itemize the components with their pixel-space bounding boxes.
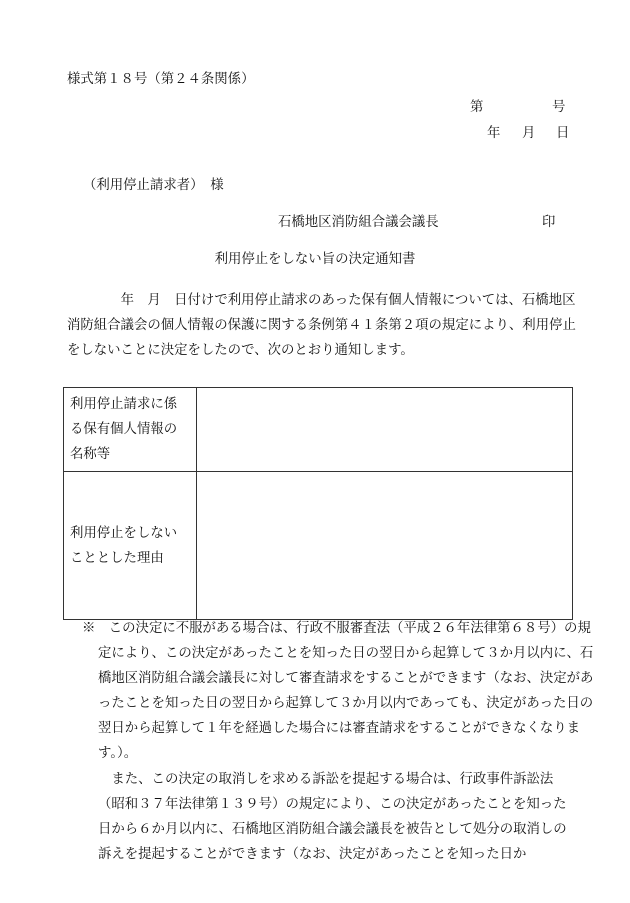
addressee: （利用停止請求者） 様 — [83, 178, 224, 193]
lawsuit-note: また、この決定の取消しを求める訴訟を提起する場合は、行政事件訴訟法（昭和３７年法律第１３９号）の規定により、この決定があったことを知った日から６か月以内に、石橋地区消防組合議会議長を被告として処分の取消しの訴えを提起することができます（なお、決定があったことを知った日か — [98, 772, 567, 862]
date-month: 月 — [522, 126, 536, 141]
row-value — [197, 472, 573, 620]
row-label: 利用停止請求に係る保有個人情報の名称等 — [64, 388, 197, 472]
info-table — [63, 387, 573, 620]
seal-mark: 印 — [542, 215, 556, 230]
document-title: 利用停止をしない旨の決定通知書 — [214, 252, 416, 267]
document-number-prefix: 第 — [470, 100, 484, 115]
row-value — [197, 388, 573, 472]
table-row — [64, 388, 573, 472]
form-number: 様式第１８号（第２４条関係） — [67, 72, 255, 87]
row-label: 利用停止をしないこととした理由 — [64, 472, 197, 620]
date-year: 年 — [487, 126, 501, 141]
date-day: 日 — [556, 126, 570, 141]
document-number-suffix: 号 — [552, 100, 566, 115]
body-paragraph: 年 月 日付けで利用停止請求のあった保有個人情報については、石橋地区消防組合議会の個人情報の保護に関する条例第４１条第２項の規定により、利用停止をしないことに決定をしたので、次のとおり通知します。 — [67, 293, 576, 358]
appeal-note: ※ この決定に不服がある場合は、行政不服審査法（平成２６年法律第６８号）の規定により、この決定があったことを知った日の翌日から起算して３か月以内に、石橋地区消防組合議会議長に対して審査請求をすることができます（なお、決定があったことを知った日の翌日から起算して３か月以内であっても、決定があった日の翌日から起算して１年を経過した場合には審査請求をすることができなくなります。）。 — [82, 621, 594, 761]
table-row — [64, 472, 573, 620]
issuer: 石橋地区消防組合議会議長 — [278, 215, 439, 230]
